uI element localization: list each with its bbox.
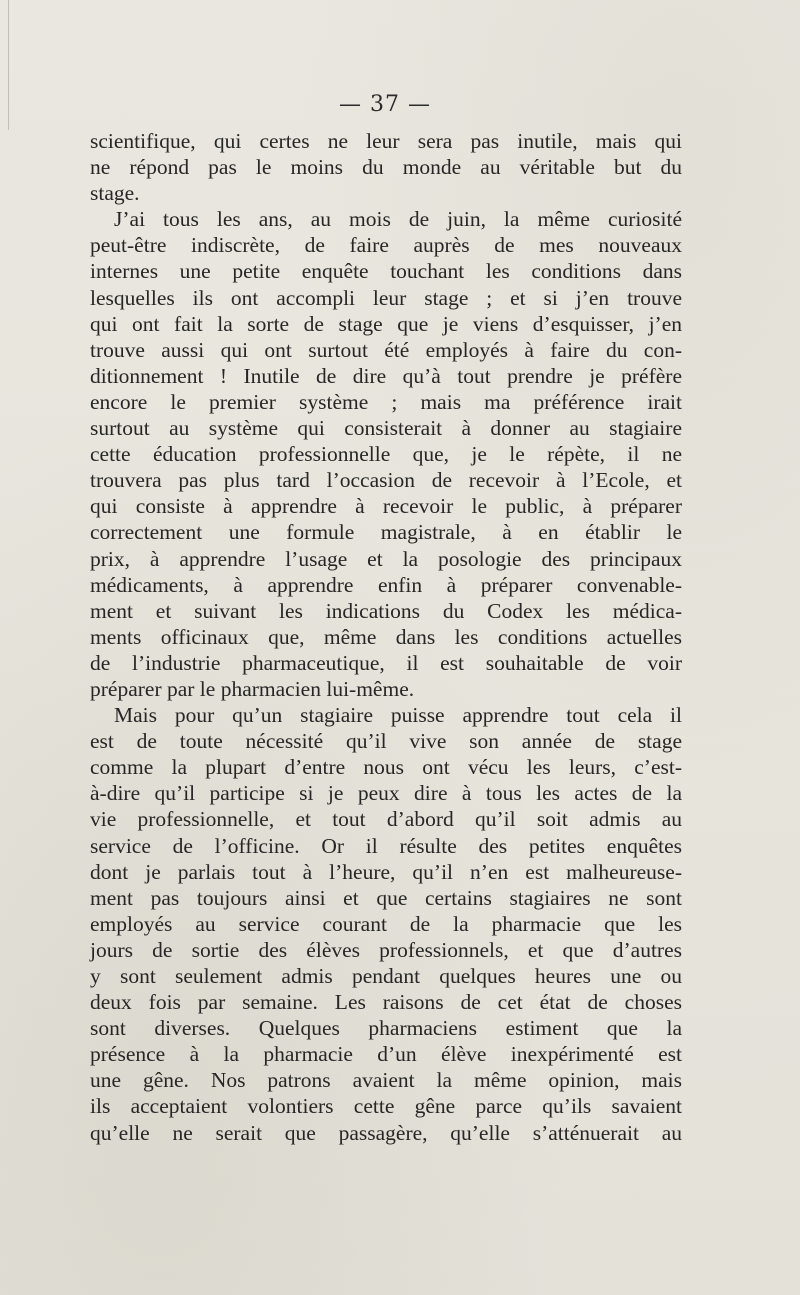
text-line: à-dire qu’il participe si je peux dire à tous les actes de la <box>90 781 682 806</box>
page-number: — 37 — <box>339 92 431 117</box>
text-line: trouvera pas plus tard l’occasion de recevoir à l’Ecole, et <box>90 468 682 493</box>
text-line: peut-être indiscrète, de faire auprès de mes nouveaux <box>90 233 682 258</box>
text-line: qui consiste à apprendre à recevoir le public, à préparer <box>90 494 682 519</box>
text-line: de l’industrie pharmaceutique, il est souhaitable de voir <box>90 650 682 675</box>
text-line: qu’elle ne serait que passagère, qu’elle s’atténuerait au <box>90 1120 682 1145</box>
text-line: stage. <box>90 181 140 206</box>
text-line: deux fois par semaine. Les raisons de cet état de choses <box>90 990 682 1015</box>
text-line: ment et suivant les indications du Codex les médica- <box>90 598 682 623</box>
text-line: y sont seulement admis pendant quelques heures une ou <box>90 964 682 988</box>
text-line: préparer par le pharmacien lui-même. <box>90 676 415 701</box>
text-line: vie professionnelle, et tout d’abord qu’il soit admis au <box>90 807 682 832</box>
text-line: prix, à apprendre l’usage et la posologie des principaux <box>90 546 682 571</box>
text-line: une gêne. Nos patrons avaient la même opinion, mais <box>90 1068 682 1093</box>
text-line: qui ont fait la sorte de stage que je viens d’esquisser, j’en <box>90 311 682 336</box>
text-line: comme la plupart d’entre nous ont vécu les leurs, c’est- <box>90 755 682 780</box>
text-line: Mais pour qu’un stagiaire puisse apprendre tout cela il <box>114 703 682 728</box>
text-line: est de toute nécessité qu’il vive son année de stage <box>90 729 682 754</box>
text-line: sont diverses. Quelques pharmaciens estiment que la <box>90 1016 682 1041</box>
text-line: présence à la pharmacie d’un élève inexpérimenté est <box>90 1042 682 1067</box>
text-line: employés au service courant de la pharmacie que les <box>90 911 682 936</box>
text-line: ils acceptaient volontiers cette gêne parce qu’ils savaient <box>90 1094 682 1119</box>
text-line: ments officinaux que, même dans les conditions actuelles <box>90 624 682 649</box>
text-line: J’ai tous les ans, au mois de juin, la même curiosité <box>114 207 682 232</box>
text-line: jours de sortie des élèves professionnels, et que d’autres <box>90 937 682 962</box>
text-line: surtout au système qui consisterait à donner au stagiaire <box>90 416 682 441</box>
text-line: service de l’officine. Or il résulte des petites enquêtes <box>90 833 682 858</box>
body-text <box>90 128 682 1146</box>
text-line: trouve aussi qui ont surtout été employés à faire du con- <box>90 337 682 362</box>
text-line: encore le premier système ; mais ma préférence irait <box>90 389 682 414</box>
text-line: scientifique, qui certes ne leur sera pas inutile, mais qui <box>90 129 682 153</box>
text-line: ne répond pas le moins du monde au véritable but du <box>90 155 682 180</box>
text-line: correctement une formule magistrale, à en établir le <box>90 520 682 545</box>
text-line: lesquelles ils ont accompli leur stage ; et si j’en trouve <box>90 285 682 310</box>
text-line: internes une petite enquête touchant les conditions dans <box>90 259 682 284</box>
text-line: ditionnement ! Inutile de dire qu’à tout prendre je préfère <box>90 363 682 388</box>
text-line: médicaments, à apprendre enfin à préparer convenable- <box>90 572 682 597</box>
text-line: ment pas toujours ainsi et que certains stagiaires ne sont <box>90 885 682 910</box>
text-line: cette éducation professionnelle que, je le répète, il ne <box>90 442 682 467</box>
text-line: dont je parlais tout à l’heure, qu’il n’en est malheureuse- <box>90 859 682 884</box>
